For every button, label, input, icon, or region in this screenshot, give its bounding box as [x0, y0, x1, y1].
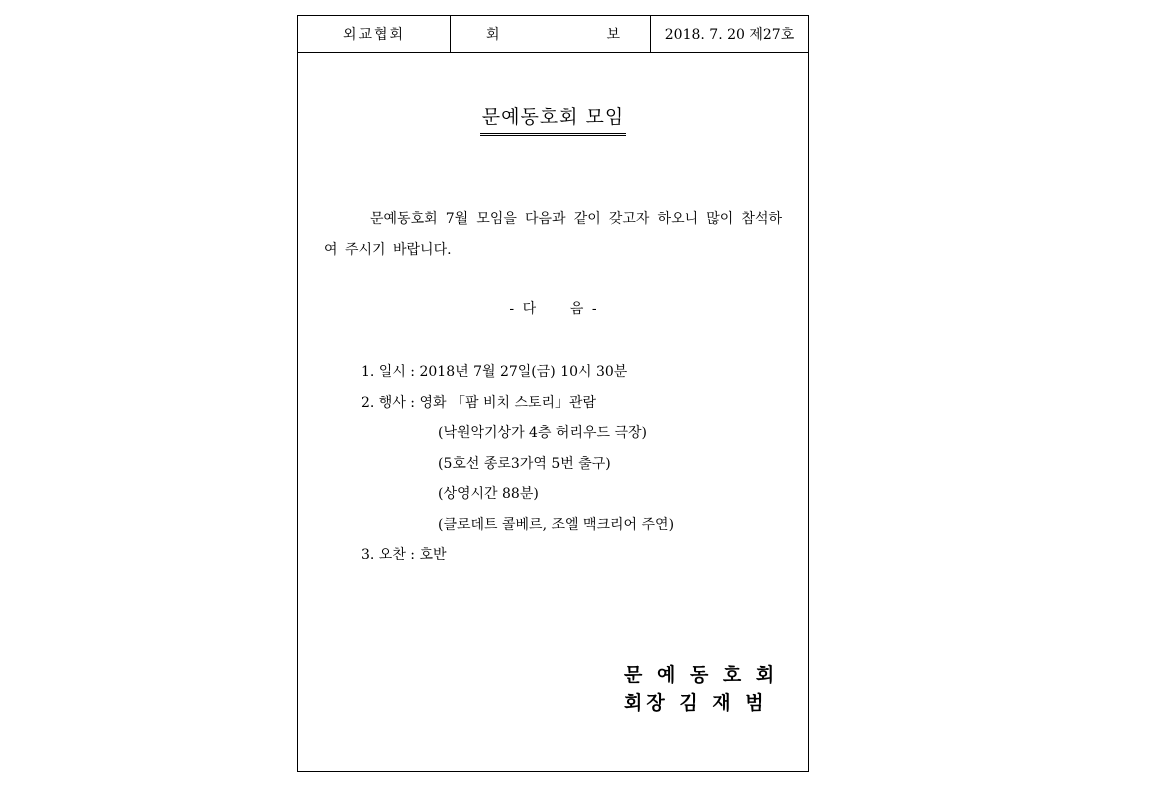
event-details-list — [361, 357, 674, 571]
signature-club-name: 문 예 동 호 회 — [624, 664, 779, 686]
list-item-datetime: 1. 일시 : 2018년 7월 27일(금) 10시 30분 — [361, 364, 628, 380]
issue-date-number: 2018. 7. 20 제27호 — [664, 27, 795, 43]
title-block — [298, 102, 808, 136]
list-item-directions: (5호선 종로3가역 5번 출구) — [438, 455, 611, 472]
list-item-runtime: (상영시간 88분) — [438, 486, 539, 502]
signature-block — [624, 661, 778, 717]
list-item-lunch: 3. 오찬 : 호반 — [361, 547, 447, 563]
intro-paragraph: 문예동호회 7월 모임을 다음과 같이 갖고자 하오니 많이 참석하여 주시기 바랍니다. — [324, 211, 782, 258]
bulletin-page — [297, 15, 809, 772]
bulletin-label-right: 보 — [606, 27, 620, 43]
list-item-cast: (클로데트 콜베르, 조엘 맥크리어 주연) — [438, 516, 675, 533]
notice-heading-text: - 다 음 - — [509, 301, 597, 317]
notice-heading — [298, 298, 808, 318]
organization-name: 외교협회 — [298, 16, 451, 52]
signature-president: 회장 김 재 범 — [624, 692, 768, 714]
page-title: 문예동호회 모임 — [480, 102, 627, 136]
bulletin-label — [451, 16, 651, 52]
bulletin-header — [298, 16, 808, 53]
bulletin-label-left: 회 — [486, 27, 500, 43]
list-item-venue: (낙원악기상가 4층 허리우드 극장) — [438, 425, 647, 441]
list-item-event: 2. 행사 : 영화 「팜 비치 스토리」관람 — [361, 394, 597, 411]
